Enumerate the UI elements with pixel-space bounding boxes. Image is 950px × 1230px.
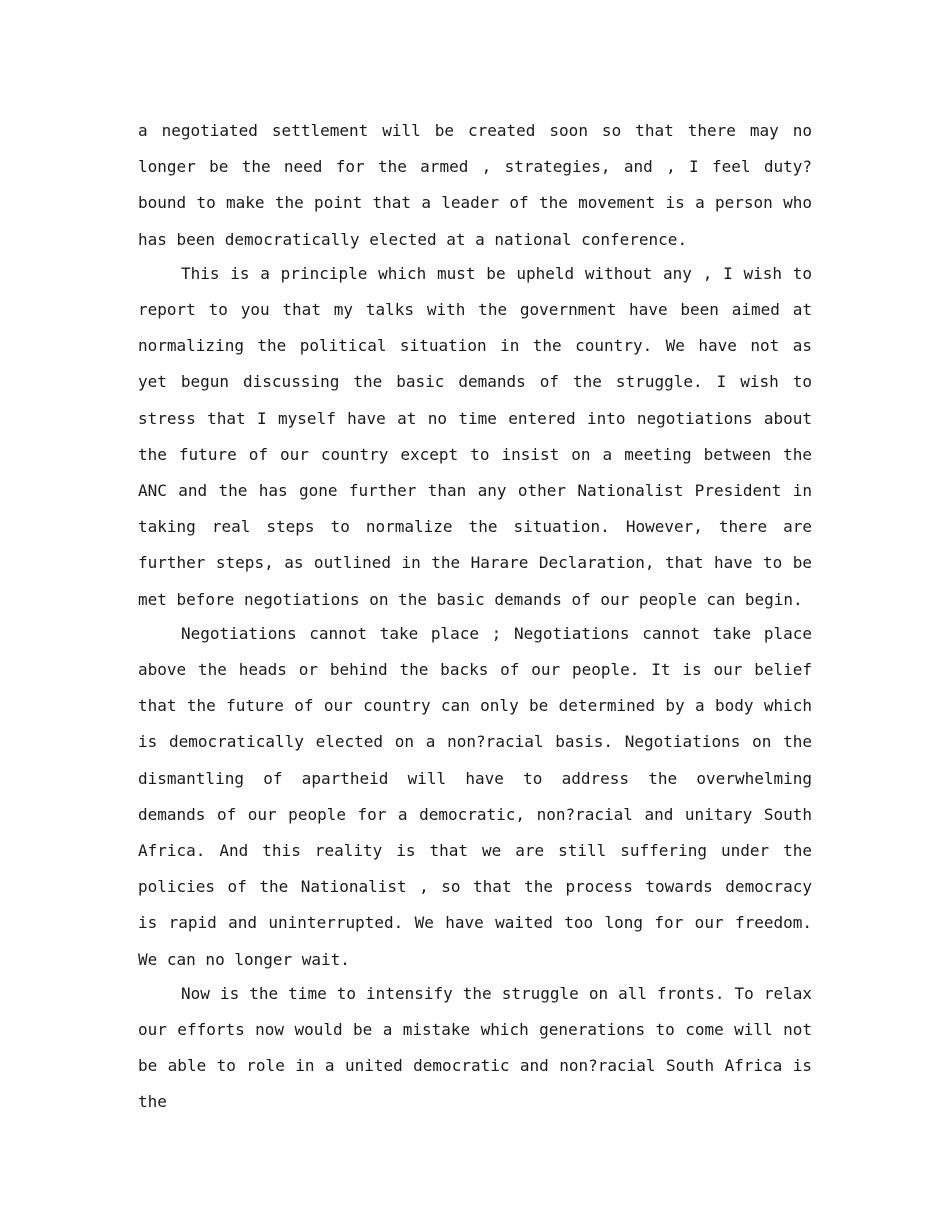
paragraph-2: This is a principle which must be upheld without any , I wish to report to you that my talks with the government have been aimed at normalizing the political situation in the country. We have not as yet begun discussing the basic demands of the struggle. I wish to stress that I myself have at no time entered into negotiations about the future of our country except to insist on a meeting between the ANC and the has gone further than any other Nationalist President in taking real steps to normalize the situation. However, there are further steps, as outlined in the Harare Declaration, that have to be met before negotiations on the basic demands of our people can begin. <box>138 263 812 609</box>
paragraph-4: Now is the time to intensify the struggle on all fronts. To relax our efforts now would be a mistake which generations to come will not be able to role in a united democratic and non?racial South Africa is the <box>138 983 812 1112</box>
document-body <box>138 113 812 1121</box>
paragraph-1: a negotiated settlement will be created soon so that there may no longer be the need for the armed , strategies, and , I feel duty?bound to make the point that a leader of the movement is a person who has been democratically elected at a national conference. <box>138 121 812 249</box>
paragraph-3: Negotiations cannot take place ; Negotiations cannot take place above the heads or behind the backs of our people. It is our belief that the future of our country can only be determined by a body which is democratically elected on a non?racial basis. Negotiations on the dismantling of apartheid will have to address the overwhelming demands of our people for a democratic, non?racial and unitary South Africa. And this reality is that we are still suffering under the policies of the Nationalist , so that the process towards democracy is rapid and uninterrupted. We have waited too long for our freedom. We can no longer wait. <box>138 623 812 969</box>
